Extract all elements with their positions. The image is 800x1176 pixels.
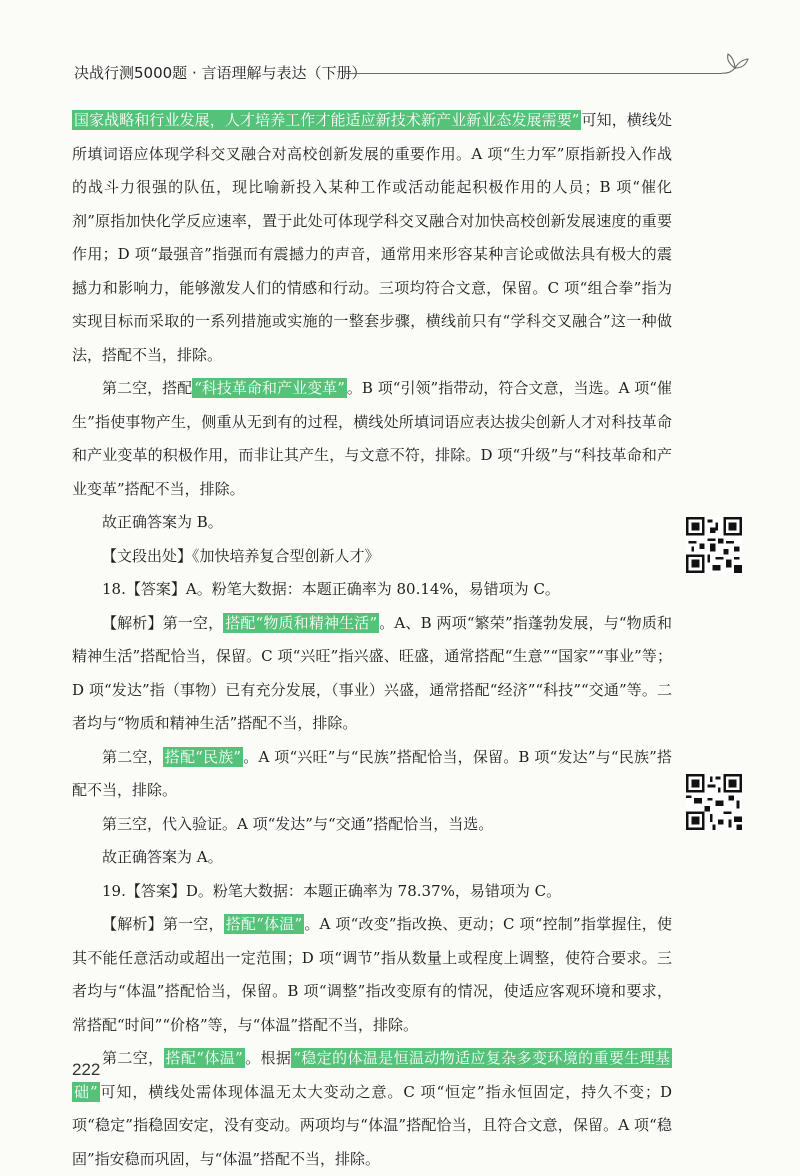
key-phrase-highlight: 搭配“民族” bbox=[164, 747, 242, 766]
key-phrase-highlight: “科技革命和产业变革” bbox=[194, 379, 345, 397]
question-18-answer: 18.【答案】A。粉笔大数据：本题正确率为 80.14%，易错项为 C。 bbox=[102, 580, 560, 598]
running-header-title: 决战行测5000题 · 言语理解与表达（下册） bbox=[74, 64, 367, 82]
key-phrase-highlight: 搭配“体温” bbox=[165, 1049, 243, 1067]
answer-conclusion: 故正确答案为 A。 bbox=[102, 848, 223, 866]
sprout-icon bbox=[718, 48, 752, 78]
answer-label: 【答案】 bbox=[125, 881, 186, 900]
paragraph: 第二空， 搭配“体温” 。根据 “稳定的体温是恒温动物适应复杂多变环境的重要生理基础” 可知，横线处需体现体温无太大变动之意。C 项“恒定”指永恒固定，持久不变；D 项“稳定”指稳固安定，没有变动。两项均与“体温”搭配恰当，且符合文意，保留。A 项“稳固”指安稳而巩固，与“体温”搭配不当，排除。 bbox=[72, 1049, 672, 1168]
analysis-label: 【解析】 bbox=[102, 915, 163, 933]
page-number: 222 bbox=[72, 1060, 101, 1079]
answer-conclusion: 故正确答案为 B。 bbox=[102, 513, 223, 531]
answer-explanation-body bbox=[72, 104, 672, 1176]
analysis-label: 【解析】 bbox=[102, 613, 163, 632]
header-rule bbox=[346, 73, 722, 74]
qr-code-icon[interactable] bbox=[686, 517, 742, 573]
paragraph: 第三空，代入验证。A 项“发达”与“交通”搭配恰当，当选。 bbox=[102, 814, 494, 833]
qr-code-icon[interactable] bbox=[686, 774, 742, 830]
question-19-analysis: 【解析】第一空， 搭配“体温” 。A 项“改变”指改换、更动；C 项“控制”指掌握住，使其不能任意活动或超出一定范围；D 项“调节”指从数量上或程度上调整，使符合要求。三者均与“体温”搭配恰当，保留。B 项“调整”指改变原有的情况，使适应客观环境和要求，常搭配“时间”“价格”等，与“体温”搭配不当，排除。 bbox=[72, 915, 672, 1034]
paragraph: 第二空，搭配 “科技革命和产业变革” 。B 项“引领”指带动，符合文意，当选。A 项“催生”指使事物产生，侧重从无到有的过程，横线处所填词语应表达拔尖创新人才对科技革命和产业变革的积极作用，而非让其产生，与文意不符，排除。D 项“升级”与“科技革命和产业变革”搭配不当，排除。 bbox=[72, 379, 672, 498]
key-phrase-highlight: 搭配“物质和精神生活” bbox=[225, 613, 378, 632]
answer-label: 【答案】 bbox=[125, 580, 186, 598]
source-citation: 【文段出处】《加快培养复合型创新人才》 bbox=[102, 546, 380, 565]
key-phrase-highlight: 国家战略和行业发展，人才培养工作才能适应新技术新产业新业态发展需要” bbox=[74, 111, 580, 129]
paragraph: 第二空， 搭配“民族” 。A 项“兴旺”与“民族”搭配恰当，保留。B 项“发达”与“民族”搭配不当，排除。 bbox=[72, 747, 672, 799]
key-phrase-highlight: “稳定的体温是恒温动物适应复杂多变环境的重要生理基础” bbox=[74, 1049, 670, 1101]
key-phrase-highlight: 搭配“体温” bbox=[225, 915, 303, 933]
question-18-analysis: 【解析】第一空， 搭配“物质和精神生活” 。A、B 两项“繁荣”指蓬勃发展，与“物质和精神生活”搭配恰当，保留。C 项“兴旺”指兴盛、旺盛，通常搭配“生意”“国家”“事业”等；D 项“发达”指（事物）已有充分发展，（事业）兴盛，通常搭配“经济”“科技”“交通”等。二者均与“物质和精神生活”搭配不当，排除。 bbox=[72, 613, 672, 732]
paragraph: 国家战略和行业发展，人才培养工作才能适应新技术新产业新业态发展需要” 可知，横线处所填词语应体现学科交叉融合对高校创新发展的重要作用。A 项“生力军”原指新投入作战的战斗力很强的队伍，现比喻新投入某种工作或活动能起积极作用的人员；B 项“催化剂”原指加快化学反应速率，置于此处可体现学科交叉融合对加快高校创新发展速度的重要作用；D 项“最强音”指强而有震撼力的声音，通常用来形容某种言论或做法具有极大的震撼力和影响力，能够激发人们的情感和行动。三项均符合文意，保留。C 项“组合拳”指为实现目标而采取的一系列措施或实施的一整套步骤，横线前只有“学科交叉融合”这一种做法，搭配不当，排除。 bbox=[72, 111, 672, 364]
question-19-answer: 19.【答案】D。粉笔大数据：本题正确率为 78.37%，易错项为 C。 bbox=[102, 881, 562, 900]
